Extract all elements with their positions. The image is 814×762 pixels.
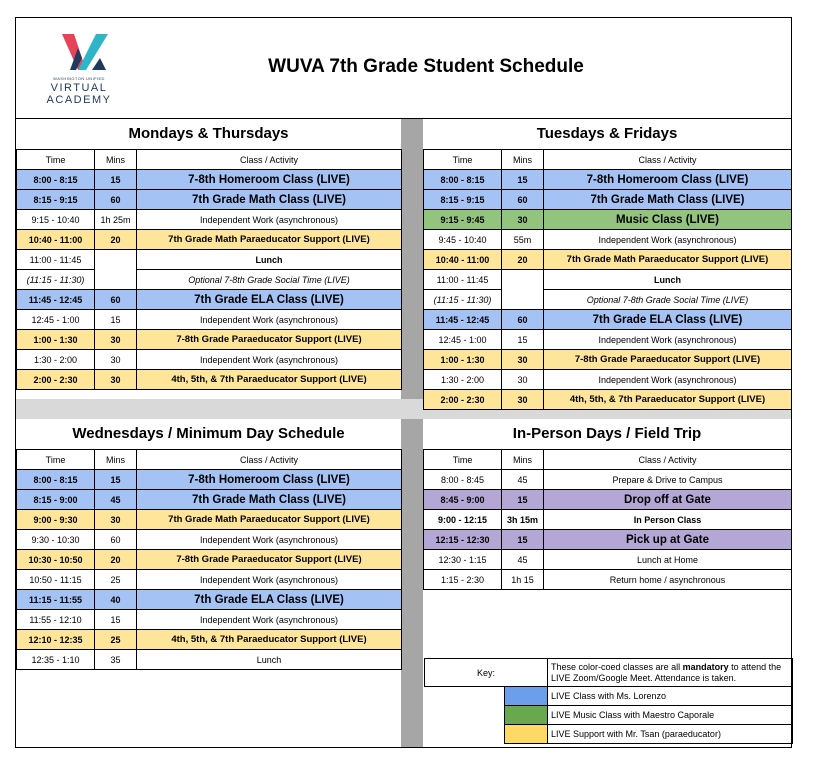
cell-mins: 15 [502, 330, 544, 350]
column-header-time: Time [424, 450, 502, 470]
cell-time: 10:50 - 11:15 [17, 570, 95, 590]
table-row [424, 230, 792, 250]
cell-mins: 45 [95, 490, 137, 510]
cell-time: 8:15 - 9:00 [17, 490, 95, 510]
table-row [424, 510, 792, 530]
cell-mins: 30 [95, 370, 137, 390]
cell-mins: 20 [502, 250, 544, 270]
table-row [17, 210, 402, 230]
cell-time: 12:10 - 12:35 [17, 630, 95, 650]
cell-time: 1:00 - 1:30 [17, 330, 95, 350]
cell-activity: In Person Class [544, 510, 792, 530]
quadrant-title: Wednesdays / Minimum Day Schedule [16, 419, 401, 450]
cell-mins: 15 [502, 530, 544, 550]
table-row [17, 170, 402, 190]
column-header-time: Time [17, 450, 95, 470]
table-header-row [424, 450, 792, 470]
table-row [17, 350, 402, 370]
cell-mins: 20 [95, 230, 137, 250]
table-row [17, 290, 402, 310]
cell-mins: 30 [95, 350, 137, 370]
cell-time: 8:00 - 8:15 [17, 170, 95, 190]
key-label: Key: [425, 659, 548, 687]
page-title: WUVA 7th Grade Student Schedule [268, 56, 584, 77]
table-row [424, 190, 792, 210]
schedule-table [423, 449, 792, 590]
column-header-mins: Mins [95, 150, 137, 170]
cell-activity: Lunch at Home [544, 550, 792, 570]
cell-activity: Independent Work (asynchronous) [137, 530, 402, 550]
cell-time: 8:00 - 8:15 [424, 170, 502, 190]
cell-time: 11:00 - 11:45 [17, 250, 95, 270]
cell-mins: 1h 25m [95, 210, 137, 230]
cell-mins: 60 [95, 190, 137, 210]
cell-activity: 7th Grade Math Class (LIVE) [137, 190, 402, 210]
cell-mins [95, 250, 137, 290]
cell-activity: 7th Grade ELA Class (LIVE) [137, 590, 402, 610]
cell-mins: 30 [95, 510, 137, 530]
key-item-live: LIVE Class with Ms. Lorenzo [548, 687, 793, 706]
column-header-mins: Mins [502, 450, 544, 470]
table-row [424, 350, 792, 370]
cell-activity: 7th Grade Math Paraeducator Support (LIVE) [137, 230, 402, 250]
table-header-row [17, 450, 402, 470]
table-row [17, 310, 402, 330]
logo-text-academy: ACADEMY [46, 94, 112, 106]
cell-time: 2:00 - 2:30 [424, 390, 502, 410]
table-row [17, 530, 402, 550]
cell-time: 11:00 - 11:45 [424, 270, 502, 290]
cell-activity: Independent Work (asynchronous) [544, 370, 792, 390]
column-divider [401, 119, 423, 747]
cell-activity: Independent Work (asynchronous) [137, 310, 402, 330]
table-row [424, 370, 792, 390]
key-note-text-end: to attend the LIVE Zoom/Google Meet. Attendance is taken. [551, 661, 782, 683]
cell-activity: Independent Work (asynchronous) [137, 610, 402, 630]
table-row [17, 250, 402, 270]
cell-activity: Independent Work (asynchronous) [137, 570, 402, 590]
cell-mins: 60 [502, 310, 544, 330]
cell-mins: 1h 15 [502, 570, 544, 590]
key-note [548, 659, 793, 687]
cell-activity: 7-8th Homeroom Class (LIVE) [137, 170, 402, 190]
cell-time: 11:55 - 12:10 [17, 610, 95, 630]
cell-time: 12:15 - 12:30 [424, 530, 502, 550]
table-row [424, 270, 792, 290]
cell-time: 9:00 - 12:15 [424, 510, 502, 530]
column-header-time: Time [424, 150, 502, 170]
schedule-table [423, 149, 792, 410]
cell-activity: Prepare & Drive to Campus [544, 470, 792, 490]
cell-time: 1:30 - 2:00 [17, 350, 95, 370]
table-row [424, 330, 792, 350]
cell-time: 10:30 - 10:50 [17, 550, 95, 570]
table-row [17, 190, 402, 210]
cell-mins: 35 [95, 650, 137, 670]
cell-time: 8:15 - 9:15 [424, 190, 502, 210]
key-item-support: LIVE Support with Mr. Tsan (paraeducator) [548, 725, 793, 744]
table-row [424, 170, 792, 190]
cell-activity: 4th, 5th, & 7th Paraeducator Support (LIVE) [137, 370, 402, 390]
table-row [17, 510, 402, 530]
quadrant-title: In-Person Days / Field Trip [423, 419, 791, 450]
cell-mins: 3h 15m [502, 510, 544, 530]
cell-activity: Independent Work (asynchronous) [544, 230, 792, 250]
cell-time: 9:15 - 9:45 [424, 210, 502, 230]
cell-time: 8:00 - 8:45 [424, 470, 502, 490]
cell-time: 11:45 - 12:45 [17, 290, 95, 310]
cell-activity: Independent Work (asynchronous) [137, 210, 402, 230]
cell-time: 11:15 - 11:55 [17, 590, 95, 610]
cell-time: 8:00 - 8:15 [17, 470, 95, 490]
column-header-mins: Mins [502, 150, 544, 170]
cell-activity: 7th Grade ELA Class (LIVE) [137, 290, 402, 310]
cell-activity: Optional 7-8th Grade Social Time (LIVE) [137, 270, 402, 290]
cell-mins: 30 [502, 350, 544, 370]
key-item-music: LIVE Music Class with Maestro Caporale [548, 706, 793, 725]
cell-activity: 7-8th Grade Paraeducator Support (LIVE) [137, 330, 402, 350]
cell-activity: Return home / asynchronous [544, 570, 792, 590]
table-row [424, 470, 792, 490]
cell-activity: Lunch [137, 650, 402, 670]
table-row [17, 630, 402, 650]
table-row [17, 570, 402, 590]
column-header-activity: Class / Activity [137, 150, 402, 170]
table-row [17, 270, 402, 290]
key-note-bold: mandatory [682, 661, 729, 672]
cell-activity: 4th, 5th, & 7th Paraeducator Support (LIVE) [137, 630, 402, 650]
cell-time: 1:15 - 2:30 [424, 570, 502, 590]
cell-mins: 45 [502, 550, 544, 570]
key-swatch-music [505, 706, 548, 725]
cell-activity: Independent Work (asynchronous) [544, 330, 792, 350]
table-row [424, 390, 792, 410]
cell-mins: 60 [502, 190, 544, 210]
column-header-activity: Class / Activity [544, 150, 792, 170]
cell-mins: 30 [95, 330, 137, 350]
logo-mark-icon [34, 30, 124, 76]
table-row [424, 530, 792, 550]
cell-time: 12:35 - 1:10 [17, 650, 95, 670]
table-row [17, 550, 402, 570]
cell-activity: Music Class (LIVE) [544, 210, 792, 230]
cell-activity: Lunch [137, 250, 402, 270]
schedule-table [16, 149, 402, 390]
table-row [17, 650, 402, 670]
cell-time: 10:40 - 11:00 [17, 230, 95, 250]
table-header-row [424, 150, 792, 170]
table-row [17, 370, 402, 390]
table-row [424, 310, 792, 330]
logo-subtext: WASHINGTON UNIFIED [53, 76, 105, 81]
cell-time: 12:45 - 1:00 [424, 330, 502, 350]
quadrant-title: Tuesdays & Fridays [423, 119, 791, 150]
table-row [424, 550, 792, 570]
cell-activity: Lunch [544, 270, 792, 290]
cell-mins: 25 [95, 570, 137, 590]
table-row [17, 490, 402, 510]
table-row [424, 210, 792, 230]
cell-mins: 15 [95, 310, 137, 330]
cell-activity: 7-8th Grade Paraeducator Support (LIVE) [137, 550, 402, 570]
cell-time: (11:15 - 11:30) [17, 270, 95, 290]
cell-time: 8:45 - 9:00 [424, 490, 502, 510]
table-row [17, 610, 402, 630]
cell-time: (11:15 - 11:30) [424, 290, 502, 310]
cell-mins: 60 [95, 530, 137, 550]
cell-activity: 7th Grade Math Class (LIVE) [137, 490, 402, 510]
cell-time: 2:00 - 2:30 [17, 370, 95, 390]
header [16, 18, 791, 119]
cell-time: 9:45 - 10:40 [424, 230, 502, 250]
table-row [17, 590, 402, 610]
cell-time: 9:00 - 9:30 [17, 510, 95, 530]
cell-mins: 15 [95, 170, 137, 190]
table-row [17, 230, 402, 250]
cell-activity: Optional 7-8th Grade Social Time (LIVE) [544, 290, 792, 310]
cell-mins: 20 [95, 550, 137, 570]
cell-mins: 25 [95, 630, 137, 650]
key-swatch-support [505, 725, 548, 744]
cell-activity: 7th Grade Math Class (LIVE) [544, 190, 792, 210]
table-row [424, 290, 792, 310]
cell-mins: 15 [502, 170, 544, 190]
cell-mins: 30 [502, 370, 544, 390]
academy-logo [34, 30, 124, 116]
quadrant-title: Mondays & Thursdays [16, 119, 401, 150]
table-row [424, 570, 792, 590]
cell-activity: 7-8th Homeroom Class (LIVE) [544, 170, 792, 190]
table-row [17, 330, 402, 350]
table-row [17, 470, 402, 490]
cell-mins: 30 [502, 390, 544, 410]
cell-activity: 4th, 5th, & 7th Paraeducator Support (LIVE) [544, 390, 792, 410]
schedule-page [15, 17, 792, 748]
cell-mins: 15 [95, 470, 137, 490]
cell-activity: 7th Grade Math Paraeducator Support (LIVE) [137, 510, 402, 530]
cell-activity: Drop off at Gate [544, 490, 792, 510]
cell-time: 8:15 - 9:15 [17, 190, 95, 210]
cell-mins: 30 [502, 210, 544, 230]
cell-time: 1:30 - 2:00 [424, 370, 502, 390]
column-header-time: Time [17, 150, 95, 170]
cell-activity: 7-8th Homeroom Class (LIVE) [137, 470, 402, 490]
column-header-mins: Mins [95, 450, 137, 470]
key-swatch-live [505, 687, 548, 706]
table-row [424, 250, 792, 270]
cell-mins [502, 270, 544, 310]
cell-mins: 60 [95, 290, 137, 310]
cell-mins: 15 [95, 610, 137, 630]
table-row [424, 490, 792, 510]
cell-activity: Independent Work (asynchronous) [137, 350, 402, 370]
logo-text-virtual: VIRTUAL [50, 82, 108, 94]
cell-mins: 45 [502, 470, 544, 490]
cell-time: 9:30 - 10:30 [17, 530, 95, 550]
column-header-activity: Class / Activity [544, 450, 792, 470]
cell-time: 9:15 - 10:40 [17, 210, 95, 230]
cell-time: 10:40 - 11:00 [424, 250, 502, 270]
cell-mins: 15 [502, 490, 544, 510]
table-header-row [17, 150, 402, 170]
cell-time: 12:45 - 1:00 [17, 310, 95, 330]
cell-time: 1:00 - 1:30 [424, 350, 502, 370]
cell-mins: 55m [502, 230, 544, 250]
schedule-table [16, 449, 402, 670]
cell-activity: 7-8th Grade Paraeducator Support (LIVE) [544, 350, 792, 370]
cell-time: 12:30 - 1:15 [424, 550, 502, 570]
color-key [424, 658, 791, 747]
cell-activity: 7th Grade ELA Class (LIVE) [544, 310, 792, 330]
cell-time: 11:45 - 12:45 [424, 310, 502, 330]
column-header-activity: Class / Activity [137, 450, 402, 470]
key-note-text: These color-coed classes are all [551, 661, 683, 672]
cell-activity: Pick up at Gate [544, 530, 792, 550]
cell-activity: 7th Grade Math Paraeducator Support (LIVE) [544, 250, 792, 270]
cell-mins: 40 [95, 590, 137, 610]
